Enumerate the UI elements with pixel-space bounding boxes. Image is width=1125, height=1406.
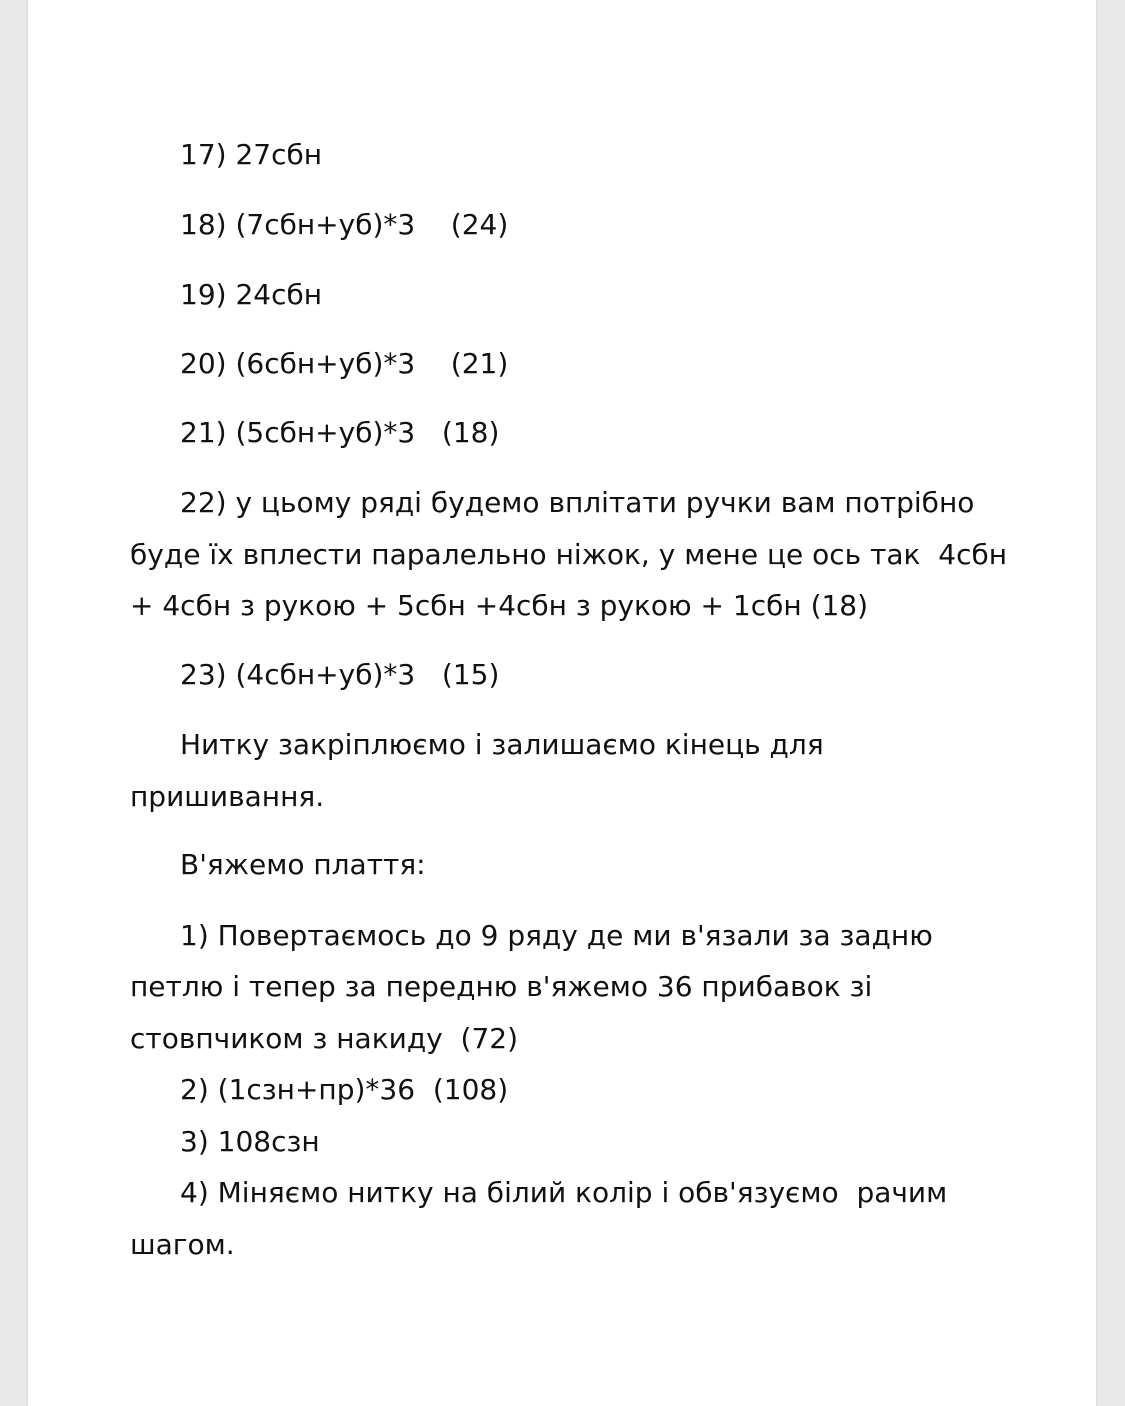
dress-heading: В'яжемо плаття: [180,848,426,881]
finish-note-line-1: Нитку закріплюємо і залишаємо кінець для [180,728,824,761]
document-page [28,0,1096,1406]
dress-row-4-line-2: шагом. [130,1228,235,1261]
row-20: 20) (6сбн+уб)*3 (21) [180,347,509,380]
dress-row-1-line-1: 1) Повертаємось до 9 ряду де ми в'язали за задню [180,919,933,952]
row-17: 17) 27сбн [180,138,323,171]
dress-row-2: 2) (1сзн+пр)*36 (108) [180,1073,509,1106]
row-22-line-2: буде їх вплести паралельно ніжок, у мене це ось так 4сбн [130,538,1008,571]
finish-note-line-2: пришивання. [130,780,325,813]
dress-row-3: 3) 108сзн [180,1125,320,1158]
dress-row-4-line-1: 4) Міняємо нитку на білий колір і обв'язуємо рачим [180,1176,948,1209]
row-22-line-1: 22) у цьому ряді будемо вплітати ручки вам потрібно [180,486,975,519]
dress-row-1-line-3: стовпчиком з накиду (72) [130,1022,519,1055]
row-18: 18) (7сбн+уб)*3 (24) [180,208,509,241]
row-21: 21) (5сбн+уб)*3 (18) [180,416,500,449]
row-19: 19) 24сбн [180,278,323,311]
row-23: 23) (4сбн+уб)*3 (15) [180,658,500,691]
row-22-line-3: + 4сбн з рукою + 5сбн +4сбн з рукою + 1сбн (18) [130,589,869,622]
dress-row-1-line-2: петлю і тепер за передню в'яжемо 36 прибавок зі [130,970,873,1003]
